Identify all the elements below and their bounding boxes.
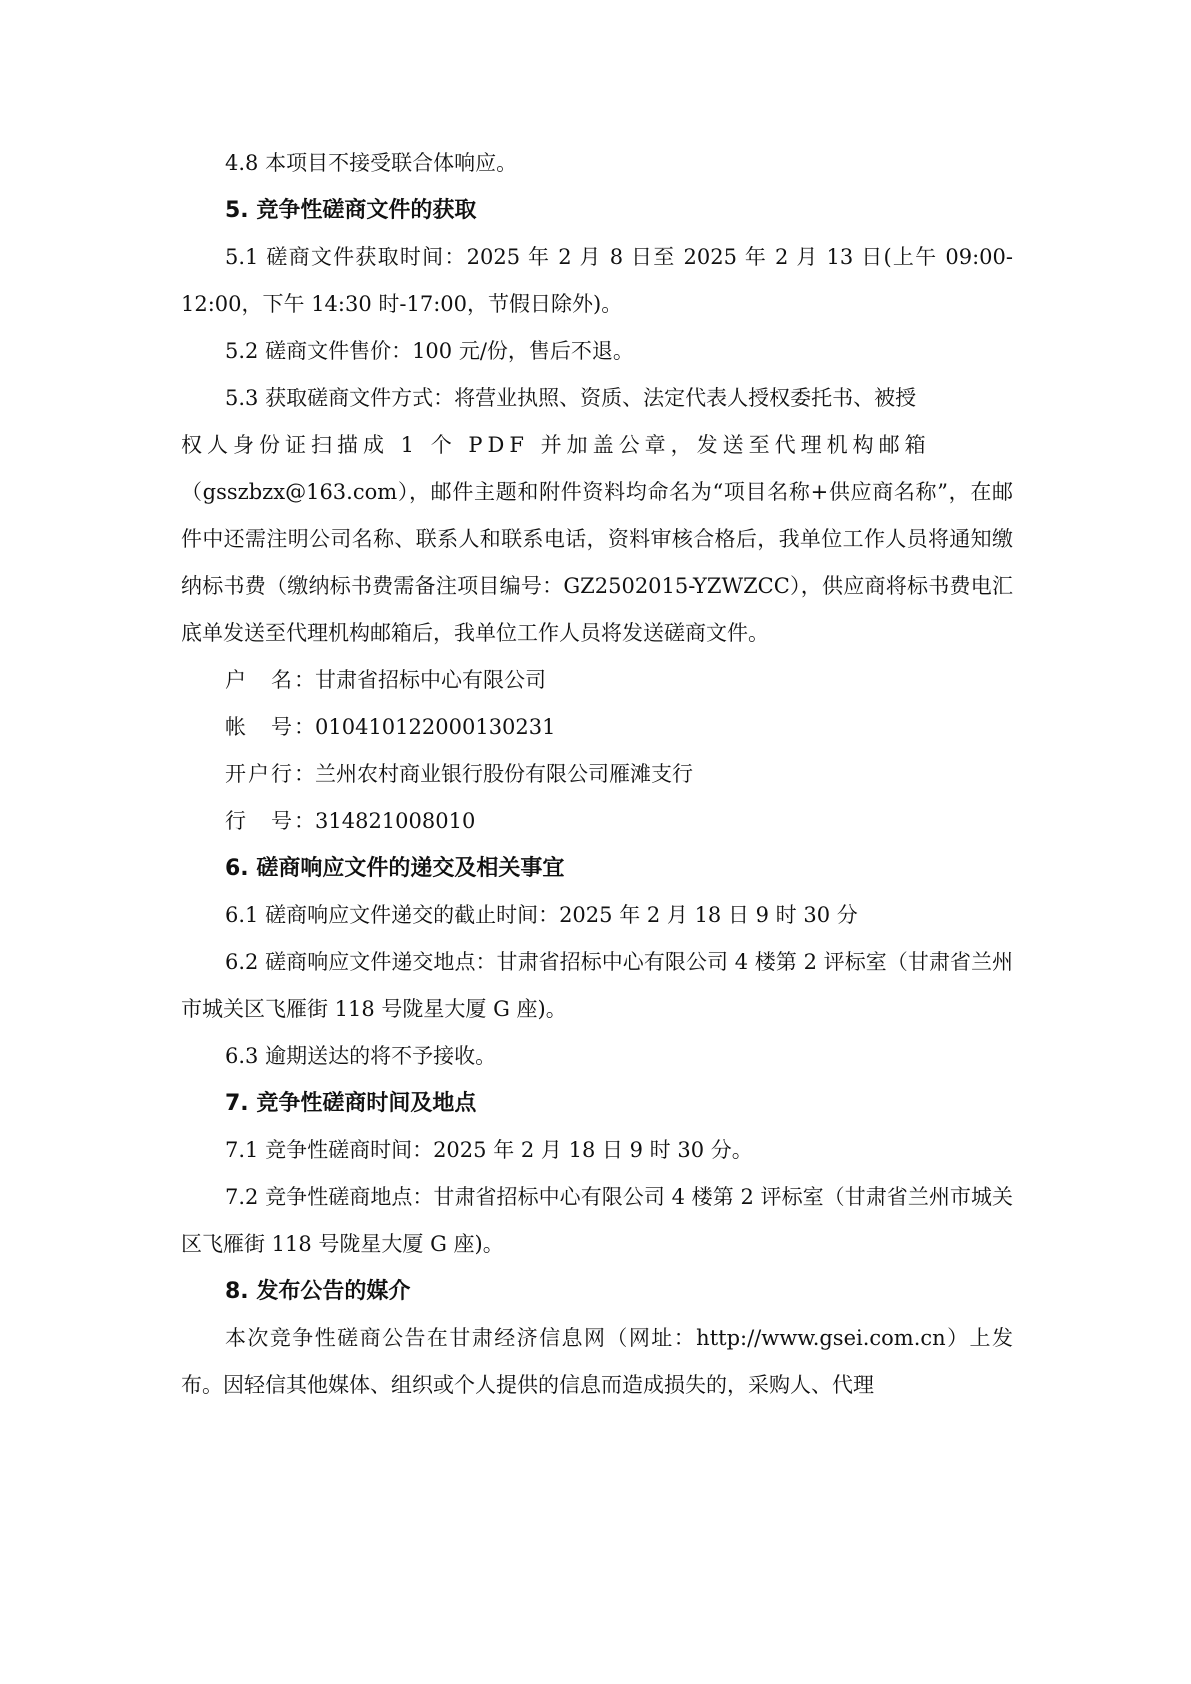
- account-bank-label: 开户行：: [225, 762, 315, 786]
- clause-6-3: 6.3 逾期送达的将不予接收。: [225, 1044, 497, 1068]
- account-number-row: [181, 704, 1013, 751]
- account-name-label: 户 名：: [225, 668, 315, 692]
- clause-6-2: 6.2 磋商响应文件递交地点：甘肃省招标中心有限公司 4 楼第 2 评标室（甘肃省兰州市城关区飞雁街 118 号陇星大厦 G 座)。: [181, 950, 1013, 1021]
- clause-5-1: 5.1 磋商文件获取时间：2025 年 2 月 8 日至 2025 年 2 月 13 日(上午 09:00-12:00，下午 14:30 时-17:00，节假日除外)。: [181, 245, 1013, 316]
- document-body: [181, 140, 1013, 1409]
- bank-code-label: 行 号：: [225, 809, 315, 833]
- clause-4-8: 4.8 本项目不接受联合体响应。: [225, 151, 518, 175]
- account-name-row: [181, 657, 1013, 704]
- clause-5-3-line-1: 5.3 获取磋商文件方式：将营业执照、资质、法定代表人授权委托书、被授: [225, 386, 917, 410]
- section-5-heading: 5. 竞争性磋商文件的获取: [225, 198, 477, 223]
- clause-8: 本次竞争性磋商公告在甘肃经济信息网（网址：http://www.gsei.com.cn）上发布。因轻信其他媒体、组织或个人提供的信息而造成损失的，采购人、代理: [181, 1326, 1013, 1397]
- clause-5-2: 5.2 磋商文件售价：100 元/份，售后不退。: [225, 339, 634, 363]
- section-6-heading: 6. 磋商响应文件的递交及相关事宜: [225, 856, 565, 881]
- section-7-heading: 7. 竞争性磋商时间及地点: [225, 1091, 477, 1116]
- account-bank-row: [181, 751, 1013, 798]
- clause-7-2: 7.2 竞争性磋商地点：甘肃省招标中心有限公司 4 楼第 2 评标室（甘肃省兰州市城关区飞雁街 118 号陇星大厦 G 座)。: [181, 1185, 1013, 1256]
- clause-5-3-line-2: 权人身份证扫描成 1 个 PDF 并加盖公章，发送至代理机构邮箱: [181, 433, 931, 457]
- clause-7-1: 7.1 竞争性磋商时间：2025 年 2 月 18 日 9 时 30 分。: [225, 1138, 753, 1162]
- bank-code-value: 314821008010: [315, 809, 476, 833]
- clause-5-3-rest: （gsszbzx@163.com），邮件主题和附件资料均命名为“项目名称+供应商名称”，在邮件中还需注明公司名称、联系人和联系电话，资料审核合格后，我单位工作人员将通知缴纳标书费（缴纳标书费需备注项目编号：GZ2502015-YZWZCC），供应商将标书费电汇底单发送至代理机构邮箱后，我单位工作人员将发送磋商文件。: [181, 480, 1013, 645]
- account-bank-value: 兰州农村商业银行股份有限公司雁滩支行: [315, 762, 693, 786]
- bank-code-row: [181, 798, 1013, 845]
- account-name-value: 甘肃省招标中心有限公司: [315, 668, 546, 692]
- account-number-label: 帐 号：: [225, 715, 315, 739]
- clause-6-1: 6.1 磋商响应文件递交的截止时间：2025 年 2 月 18 日 9 时 30 分: [225, 903, 858, 927]
- section-8-heading: 8. 发布公告的媒介: [225, 1279, 411, 1304]
- account-number-value: 010410122000130231: [315, 715, 556, 739]
